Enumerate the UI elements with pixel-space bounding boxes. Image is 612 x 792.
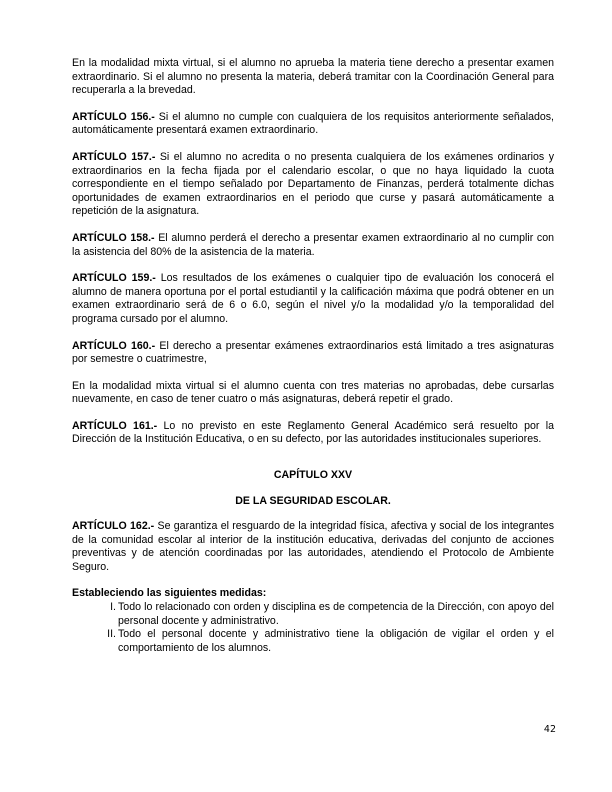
article-161 [72, 420, 554, 447]
measure-text: Todo el personal docente y administrativo tiene la obligación de vigilar el orden y el comportamiento de los alumnos. [118, 628, 554, 654]
article-158-text: El alumno perderá el derecho a presentar examen extraordinario al no cumplir con la asistencia del 80% de la asistencia de la materia. [72, 231, 554, 258]
article-159 [72, 272, 554, 326]
measures-heading: Estableciendo las siguientes medidas: [72, 587, 267, 600]
article-156-text: Si el alumno no cumple con cualquiera de los requisitos anteriormente señalados, automáticamente presentará examen extraordinario. [72, 110, 554, 137]
article-156 [72, 111, 554, 138]
measure-item [72, 628, 554, 655]
article-157-text: Si el alumno no acredita o no presenta cualquiera de los exámenes ordinarios y extraordinarios en la fecha fijada por el calendario escolar, o que no haya liquidado la cuota correspondiente en el tiempo señalado por Departamento de Finanzas, perderá totalmente dichas oportunidades de examen extraordinarios en el periodo que curse y pasará automáticamente a repetición de la asignatura. [72, 150, 554, 218]
article-160 [72, 340, 554, 367]
chapter-title: CAPÍTULO XXV [273, 469, 353, 482]
article-162-label: ARTÍCULO 162.- [72, 520, 155, 533]
paragraph-mixta-repeat: En la modalidad mixta virtual si el alumno cuenta con tres materias no aprobadas, debe cursarlas nuevamente, en caso de tener cuatro o más asignaturas, deberá repetir el grado. [72, 379, 554, 406]
article-156-label: ARTÍCULO 156.- [72, 110, 155, 123]
article-158 [72, 232, 554, 259]
measure-text: Todo lo relacionado con orden y disciplina es de competencia de la Dirección, con apoyo del personal docente y administrativo. [118, 601, 554, 627]
article-160-text: El derecho a presentar exámenes extraordinarios está limitado a tres asignaturas por semestre o cuatrimestre, [72, 339, 554, 366]
article-162 [72, 520, 554, 574]
article-162-text: Se garantiza el resguardo de la integridad física, afectiva y social de los integrantes de la comunidad escolar al interior de la institución educativa, derivadas del conjunto de acciones preventivas y de atención coordinadas por las autoridades, atendiendo el Protocolo de Ambiente Seguro. [72, 520, 554, 573]
article-157 [72, 151, 554, 219]
measure-number: II. [107, 628, 116, 641]
measure-item [72, 601, 554, 628]
paragraph-mixta-virtual-exam: En la modalidad mixta virtual, si el alumno no aprueba la materia tiene derecho a presentar examen extraordinario. Si el alumno no presenta la materia, deberá tramitar con la Coordinación General para recuperarla a la brevedad. [72, 57, 554, 97]
measure-number: I. [110, 601, 116, 614]
measures-list [72, 601, 554, 655]
chapter-subtitle: DE LA SEGURIDAD ESCOLAR. [235, 495, 391, 508]
article-158-label: ARTÍCULO 158.- [72, 231, 155, 244]
article-159-text: Los resultados de los exámenes o cualquier tipo de evaluación los conocerá el alumno de manera oportuna por el portal estudiantil y la calificación máxima que podrá obtener en un examen extraordinario será de 6 o 6.0, según el nivel y/o la modalidad y/o la temporalidad del programa cursado por el alumno. [72, 272, 554, 325]
article-160-label: ARTÍCULO 160.- [72, 339, 156, 352]
article-159-label: ARTÍCULO 159.- [72, 272, 156, 285]
article-161-text: Lo no previsto en este Reglamento General Académico será resuelto por la Dirección de la Institución Educativa, o en su defecto, por las autoridades institucionales superiores. [72, 419, 554, 446]
article-157-label: ARTÍCULO 157.- [72, 150, 156, 163]
document-page [72, 57, 554, 655]
page-number: 42 [543, 724, 556, 735]
article-161-label: ARTÍCULO 161.- [72, 419, 158, 432]
